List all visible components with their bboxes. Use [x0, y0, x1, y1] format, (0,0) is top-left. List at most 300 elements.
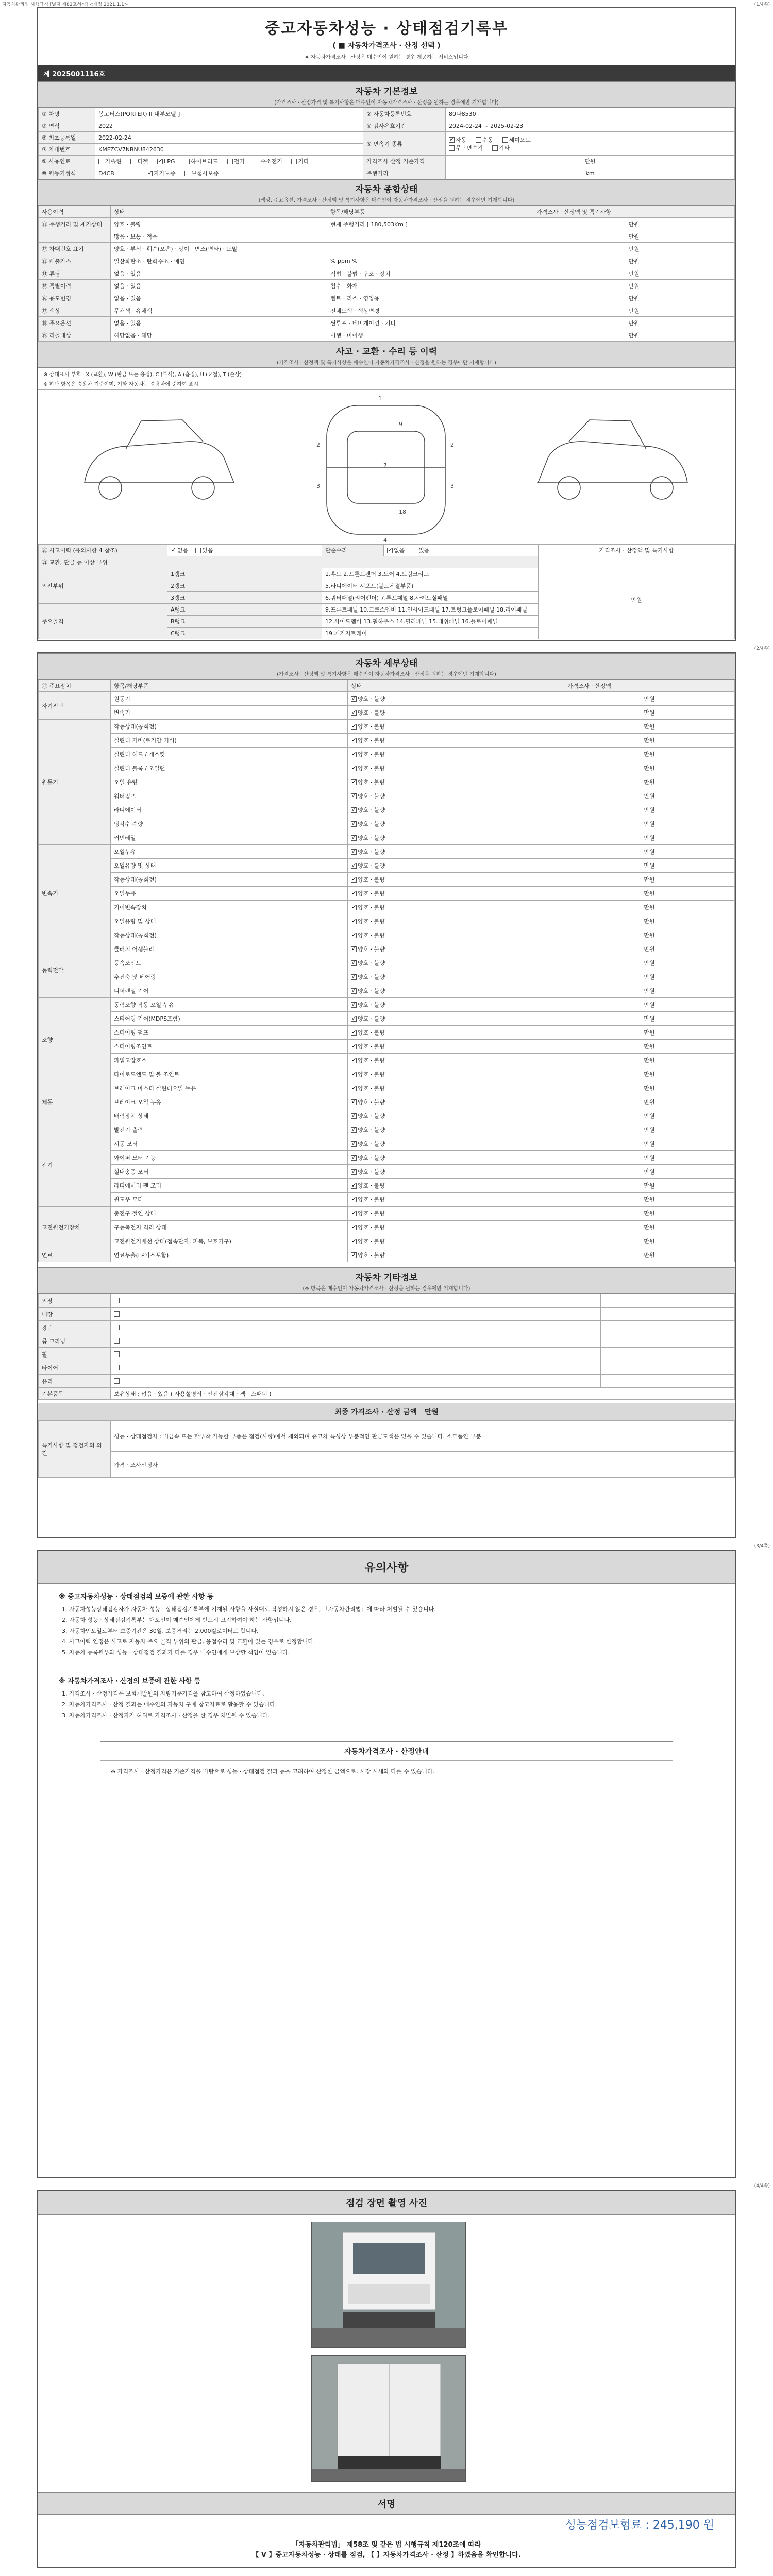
detail-item: 와이퍼 모터 기능	[111, 1151, 348, 1165]
detail-fee: 만원	[564, 1109, 735, 1123]
checkbox-good[interactable]	[351, 710, 357, 716]
summary-row	[39, 230, 735, 243]
checkbox-good[interactable]	[351, 1252, 357, 1258]
checkbox-good[interactable]	[351, 835, 357, 841]
svg-text:2: 2	[450, 442, 454, 448]
state-options-label: 양호 · 불량	[358, 946, 385, 953]
other-row	[39, 1348, 735, 1361]
other-row	[39, 1375, 735, 1388]
summary-cell-name	[39, 230, 111, 243]
detail-item: 파워고압호스	[111, 1054, 348, 1067]
summary-cell-detail: 썬루프 · 네비게이션 · 기타	[327, 317, 533, 329]
checkbox-insurer-warranty[interactable]	[184, 171, 190, 176]
summary-cell-state: 없음 · 있음	[111, 280, 327, 292]
detail-row	[39, 831, 735, 845]
summary-cell-name: ⑫ 차대번호 표기	[39, 243, 111, 255]
other-state	[111, 1348, 601, 1361]
detail-state	[348, 692, 564, 706]
summary-cell-state: 무채색 · 유채색	[111, 304, 327, 317]
state-options-label: 양호 · 불량	[358, 807, 385, 814]
notes-heading: 유의사항	[38, 1551, 735, 1584]
checkbox-good[interactable]	[351, 863, 357, 869]
detail-fee: 만원	[564, 1151, 735, 1165]
state-options-label: 양호 · 불량	[358, 709, 385, 716]
checkbox-electric[interactable]	[227, 159, 233, 164]
page-3	[37, 1550, 736, 2178]
checkbox-good[interactable]	[351, 1113, 357, 1119]
notes-section-2: ※ 자동차가격조사 · 산정의 보증에 관한 사항 등	[59, 1677, 201, 1685]
detail-row	[39, 692, 735, 706]
checkbox-good[interactable]	[351, 807, 357, 813]
detail-item: 시동 모터	[111, 1137, 348, 1151]
detail-fee: 만원	[564, 928, 735, 942]
summary-cell-detail: 적법 · 불법 · 구조 · 장치	[327, 267, 533, 280]
vehicle-diagram	[38, 389, 735, 544]
svg-text:18: 18	[399, 509, 406, 515]
checkbox-good[interactable]	[351, 1044, 357, 1049]
accident-heading: 사고 · 교환 · 수리 등 이력 (가격조사 · 산정액 및 특기사항은 매수인이 자동차가격조사 · 산정을 원하는 경우에만 기재합니다)	[38, 342, 735, 368]
summary-cell-detail: 현재 주행거리 [ 180,503Km ]	[327, 218, 533, 230]
detail-row	[39, 956, 735, 970]
detail-item: 등속조인트	[111, 956, 348, 970]
state-options-label: 양호 · 불량	[358, 1099, 385, 1106]
other-fee	[601, 1308, 735, 1321]
sign-line-2: 【 V 】중고자동차성능 · 상태를 점검, 【 】자동차가격조사 · 산정 】하였음을 확인합니다.	[252, 2551, 521, 2559]
state-options-label: 양호 · 불량	[358, 876, 385, 883]
detail-fee: 만원	[564, 1012, 735, 1026]
detail-fee: 만원	[564, 859, 735, 873]
detail-item: 워터펌프	[111, 789, 348, 803]
detail-row	[39, 775, 735, 789]
registration-number: 80다8530	[446, 108, 735, 120]
detail-row	[39, 859, 735, 873]
detail-fee: 만원	[564, 692, 735, 706]
detail-fee: 만원	[564, 1221, 735, 1234]
checkbox-no-accident[interactable]	[171, 548, 176, 553]
state-options-label: 양호 · 불량	[358, 974, 385, 980]
state-options-label: 양호 · 불량	[358, 696, 385, 702]
summary-cell-name: ⑮ 특별이력	[39, 280, 111, 292]
detail-fee: 만원	[564, 803, 735, 817]
detail-state	[348, 803, 564, 817]
checkbox-good[interactable]	[351, 1169, 357, 1175]
detail-row	[39, 1221, 735, 1234]
other-row	[39, 1334, 735, 1348]
detail-state	[348, 1123, 564, 1137]
document-number: 제 2025001116호	[38, 65, 735, 81]
detail-item: 오일 유량	[111, 775, 348, 789]
detail-state	[348, 970, 564, 984]
summary-cell-fee: 만원	[533, 267, 735, 280]
price-guide-box: 자동차가격조사 · 산정안내 ※ 가격조사 · 산정가격은 기준가격을 바탕으로 성능 · 상태점검 결과 등을 고려하여 산정한 금액으로, 시장 시세와 다를 수 있습니다.	[100, 1741, 673, 1783]
summary-cell-state: 양호 · 불량	[111, 218, 327, 230]
detail-fee: 만원	[564, 887, 735, 901]
other-table: 외장 내장 광택 룸 크리닝 휠 타이어 유리 기본품목 보유상태 : 없음 · 있음 ( 사용설명서 · 안전삼각대 · 잭 · 스패너 )	[38, 1294, 735, 1400]
checkbox-other-item[interactable]	[114, 1365, 120, 1370]
detail-item: 커먼레일	[111, 831, 348, 845]
other-item: 룸 크리닝	[39, 1334, 111, 1348]
summary-cell-fee: 만원	[533, 230, 735, 243]
detail-row	[39, 761, 735, 775]
checkbox-good[interactable]	[351, 919, 357, 924]
checkbox-good[interactable]	[351, 974, 357, 980]
checkbox-good[interactable]	[351, 821, 357, 827]
note-item: 2. 자동차가격조사 · 산정 결과는 매수인의 자동차 구매 참고자료로 활용할 수 있습니다.	[62, 1701, 277, 1708]
page-number: (1/4쪽)	[754, 2, 770, 7]
detail-table: ㉒ 주요장치 항목/해당부품 상태 가격조사 · 산정액 자기진단 원동기 ✓ 양호 · 불량 만원 변속기 ✓ 양호 · 불량 만원 원동기 작동상태(공회전) ✓ 양호 · 불량 만원 실린더 커버(로커암 커버) ✓ 양호 · 불량 만원 실린더 헤드 / 개스킷 ✓ 양호 · 불량 만원 실린더 블록 / 오일팬 ✓ 양호 · 불량 만원 오일 유량 ✓ 양호 · 불량 만원 워터펌프 ✓ 양호 · 불량 만원 라디에이터 ✓ 양호 · 불량 만원 냉각수 수량 ✓ 양호 · 불량 만원 커먼레일 ✓ 양호 · 불량 만원 변속기 오일누유 ✓ 양호 · 불량 만원 오일유량 및 상태 ✓ 양호 · 불량 만원 작동상태(공회전) ✓ 양호 · 불량 만원 오일누유 ✓ 양호 · 불량 만원 기어변속장치 ✓ 양호 · 불량 만원 오일유량 및 상태 ✓ 양호 · 불량 만원 작동상태(공회전) ✓ 양호 · 불량 만원 동력전달 클러치 어셈블리 ✓ 양호 · 불량 만원 등속조인트 ✓ 양호 · 불량 만원 추진축 및 베어링 ✓ 양호 · 불량 만원 디퍼렌셜 기어 ✓ 양호 · 불량 만원 조향 동력조향 작동 오일 누유 ✓ 양호 · 불량 만원 스티어링 기어(MDPS포함) ✓ 양호 · 불량 만원 스티어링 펌프 ✓ 양호 · 불량 만원 스티어링조인트 ✓ 양호 · 불량 만원 파워고압호스 ✓ 양호 · 불량 만원 타이로드엔드 및 볼 조인트 ✓ 양호 · 불량 만원 제동 브레이크 마스터 실린더오일 누유 ✓ 양호 · 불량 만원 브레이크 오일 누유 ✓ 양호 · 불량 만원 배력장치 상태 ✓ 양호 · 불량 만원 전기 발전기 출력 ✓ 양호 · 불량 만원 시동 모터 ✓ 양호 · 불량 만원 와이퍼 모터 기능 ✓ 양호 · 불량 만원 실내송풍 모터 ✓ 양호 · 불량 만원 라디에이터 팬 모터 ✓ 양호 · 불량 만원 윈도우 모터 ✓ 양호 · 불량 만원 고전원전기장치 충전구 절연 상태 ✓ 양호 · 불량 만원 구동축전지 격리 상태 ✓ 양호 · 불량 만원 고전원전기배선 상태(접속단자, 피복, 보호기구) ✓ 양호 · 불량 만원 연료 연료누출(LP가스포함) ✓ 양호 · 불량 만원	[38, 680, 735, 1262]
checkbox-other-item[interactable]	[114, 1311, 120, 1317]
detail-fee: 만원	[564, 914, 735, 928]
state-options-label: 양호 · 불량	[358, 1224, 385, 1231]
state-options-label: 양호 · 불량	[358, 918, 385, 925]
detail-group-name: 연료	[39, 1248, 111, 1262]
state-options-label: 양호 · 불량	[358, 737, 385, 744]
detail-item: 동력조향 작동 오일 누유	[111, 998, 348, 1012]
summary-row	[39, 292, 735, 304]
checkbox-good[interactable]	[351, 779, 357, 785]
checkbox-manual[interactable]	[476, 137, 481, 143]
state-options-label: 양호 · 불량	[358, 1002, 385, 1008]
state-options-label: 양호 · 불량	[358, 1127, 385, 1133]
checkbox-hybrid[interactable]	[184, 159, 190, 164]
checkbox-good[interactable]	[351, 933, 357, 938]
detail-item: 작동상태(공회전)	[111, 928, 348, 942]
other-item: 타이어	[39, 1361, 111, 1375]
checkbox-good[interactable]	[351, 988, 357, 994]
detail-fee: 만원	[564, 706, 735, 720]
detail-item: 작동상태(공회전)	[111, 873, 348, 887]
summary-cell-fee: 만원	[533, 304, 735, 317]
other-row	[39, 1308, 735, 1321]
state-options-label: 양호 · 불량	[358, 793, 385, 800]
checkbox-good[interactable]	[351, 1183, 357, 1189]
summary-cell-fee: 만원	[533, 317, 735, 329]
accident-legend: ※ 상태표시 부호 : X (교환), W (판금 또는 용접), C (부식), A (흠집), U (요철), T (손상)	[43, 372, 242, 378]
checkbox-good[interactable]	[351, 1058, 357, 1063]
checkbox-good[interactable]	[351, 738, 357, 743]
detail-item: 냉각수 수량	[111, 817, 348, 831]
state-options-label: 양호 · 불량	[358, 1043, 385, 1050]
summary-cell-detail	[327, 243, 533, 255]
detail-state	[348, 1179, 564, 1193]
notes-section-1: ※ 중고자동차성능 · 상태점검의 보증에 관한 사항 등	[59, 1593, 214, 1601]
svg-text:9: 9	[399, 421, 402, 428]
state-options-label: 양호 · 불량	[358, 849, 385, 855]
checkbox-good[interactable]	[351, 946, 357, 952]
detail-item: 디퍼렌셜 기어	[111, 984, 348, 998]
page-2-header: (2/4쪽)	[754, 646, 770, 651]
insurance-fee: 성능점검보험료 : 245,190 원	[565, 2519, 714, 2532]
detail-row	[39, 942, 735, 956]
checkbox-other-item[interactable]	[114, 1325, 120, 1330]
summary-heading: 자동차 종합상태 (색상, 주요옵션, 가격조사 · 산정액 및 특기사항은 매수인이 자동차가격조사 · 산정을 원하는 경우에만 기재합니다)	[38, 179, 735, 206]
detail-row	[39, 998, 735, 1012]
detail-group-name: 전기	[39, 1123, 111, 1207]
svg-text:3: 3	[450, 483, 454, 489]
detail-fee: 만원	[564, 775, 735, 789]
checkbox-self-warranty[interactable]	[147, 171, 153, 176]
detail-state	[348, 984, 564, 998]
checkbox-accident[interactable]	[195, 548, 201, 553]
note-item: 1. 자동차성능상태점검자가 자동차 성능 · 상태점검기록부에 기재된 사항을 사실대로 작성하지 않은 경우, 「자동차관리법」에 따라 처벌될 수 있습니다.	[62, 1606, 436, 1613]
checkbox-other-item[interactable]	[114, 1298, 120, 1303]
state-options-label: 양호 · 불량	[358, 1238, 385, 1245]
detail-fee: 만원	[564, 1165, 735, 1179]
note-item: 4. 사고이력 인정은 사고로 자동차 주요 골격 부위의 판금, 용접수리 및 교환이 있는 경우로 한정합니다.	[62, 1638, 315, 1645]
detail-fee: 만원	[564, 1026, 735, 1040]
summary-cell-state: 없음 · 있음	[111, 292, 327, 304]
detail-row	[39, 1026, 735, 1040]
detail-row	[39, 1123, 735, 1137]
summary-cell-state: 해당없음 · 해당	[111, 329, 327, 342]
page-4	[37, 2190, 736, 2568]
detail-fee: 만원	[564, 789, 735, 803]
checkbox-good[interactable]	[351, 1002, 357, 1008]
detail-state	[348, 1207, 564, 1221]
detail-fee: 만원	[564, 1207, 735, 1221]
svg-text:4: 4	[383, 537, 387, 544]
detail-fee: 만원	[564, 1193, 735, 1207]
summary-cell-detail	[327, 230, 533, 243]
checkbox-gasoline[interactable]	[98, 159, 104, 164]
detail-item: 윈도우 모터	[111, 1193, 348, 1207]
detail-item: 오일유량 및 상태	[111, 914, 348, 928]
detail-item: 실린더 블록 / 오일팬	[111, 761, 348, 775]
note-item: 2. 자동차 성능 · 상태점검기록부는 매도인이 매수인에게 반드시 고지하여야 하는 사항입니다.	[62, 1617, 292, 1623]
checkbox-other[interactable]	[492, 145, 498, 151]
summary-cell-state: 일산화탄소 · 탄화수소 · 매연	[111, 255, 327, 267]
detail-fee: 만원	[564, 1095, 735, 1109]
detail-row	[39, 1248, 735, 1262]
detail-fee: 만원	[564, 1234, 735, 1248]
detail-row	[39, 734, 735, 748]
detail-state	[348, 761, 564, 775]
checkbox-good[interactable]	[351, 905, 357, 910]
detail-heading: 자동차 세부상태 (가격조사 · 산정액 및 특기사항은 매수인이 자동차가격조사 · 산정을 원하는 경우에만 기재합니다)	[38, 653, 735, 680]
checkbox-semi[interactable]	[502, 137, 508, 143]
checkbox-fuel-other[interactable]	[291, 159, 297, 164]
checkbox-good[interactable]	[351, 1141, 357, 1147]
detail-state	[348, 1248, 564, 1262]
detail-fee: 만원	[564, 845, 735, 859]
detail-state	[348, 1221, 564, 1234]
car-outline-diagram	[38, 390, 735, 545]
detail-state	[348, 942, 564, 956]
detail-item: 고전원전기배선 상태(접속단자, 피복, 보호기구)	[111, 1234, 348, 1248]
detail-fee: 만원	[564, 1081, 735, 1095]
detail-row	[39, 1137, 735, 1151]
checkbox-good[interactable]	[351, 696, 357, 702]
checkbox-other-item[interactable]	[114, 1378, 120, 1384]
checkbox-good[interactable]	[351, 1127, 357, 1133]
checkbox-good[interactable]	[351, 1072, 357, 1077]
detail-item: 라디에이터	[111, 803, 348, 817]
detail-item: 클러치 어셈블리	[111, 942, 348, 956]
checkbox-good[interactable]	[351, 766, 357, 771]
base-price: 만원	[446, 156, 735, 167]
checkbox-good[interactable]	[351, 1239, 357, 1244]
transmission-options: ✓자동 수동 세미오토 무단변속기 기타	[446, 132, 735, 156]
checkbox-repair[interactable]	[412, 548, 417, 553]
checkbox-good[interactable]	[351, 849, 357, 855]
summary-cell-state: 없음 · 있음	[111, 317, 327, 329]
fuel-options: 가솔린 디젤 ✓ LPG 하이브리드 전기 수소전기 기타	[95, 156, 363, 167]
checkbox-good[interactable]	[351, 960, 357, 966]
detail-row	[39, 1165, 735, 1179]
detail-item: 기어변속장치	[111, 901, 348, 914]
detail-group-name: 고전원전기장치	[39, 1207, 111, 1248]
summary-cell-fee: 만원	[533, 243, 735, 255]
detail-state	[348, 1151, 564, 1165]
state-options-label: 양호 · 불량	[358, 723, 385, 730]
other-row	[39, 1361, 735, 1375]
state-options-label: 양호 · 불량	[358, 890, 385, 897]
checkbox-good[interactable]	[351, 752, 357, 757]
checkbox-hydrogen[interactable]	[254, 159, 259, 164]
detail-row	[39, 1040, 735, 1054]
detail-state	[348, 748, 564, 761]
detail-state	[348, 1137, 564, 1151]
note-item: 3. 자동차가격조사 · 산정자가 허위로 가격조사 · 산정을 한 경우 처벌될 수 있습니다.	[62, 1712, 270, 1719]
detail-item: 실린더 커버(로커암 커버)	[111, 734, 348, 748]
detail-item: 추진축 및 베어링	[111, 970, 348, 984]
other-state	[111, 1375, 601, 1388]
detail-fee: 만원	[564, 831, 735, 845]
detail-row	[39, 789, 735, 803]
checkbox-other-item[interactable]	[114, 1338, 120, 1344]
sign-line-1: 「자동차관리법」 제58조 및 같은 법 시행규칙 제120조에 따라	[292, 2541, 481, 2549]
detail-state	[348, 720, 564, 734]
other-item: 내장	[39, 1308, 111, 1321]
detail-fee: 만원	[564, 984, 735, 998]
checkbox-auto[interactable]	[449, 137, 455, 143]
summary-row	[39, 243, 735, 255]
page-header	[0, 0, 773, 7]
checkbox-good[interactable]	[351, 1099, 357, 1105]
detail-row	[39, 1081, 735, 1095]
document-subtitle: ( ■ 자동차가격조사 · 산정 선택 )	[332, 42, 441, 50]
detail-row	[39, 873, 735, 887]
state-options-label: 양호 · 불량	[358, 751, 385, 758]
checkbox-good[interactable]	[351, 1197, 357, 1202]
detail-row	[39, 1095, 735, 1109]
detail-state	[348, 859, 564, 873]
detail-state	[348, 775, 564, 789]
detail-fee: 만원	[564, 748, 735, 761]
summary-row	[39, 218, 735, 230]
summary-cell-detail: 전체도색 · 색상변경	[327, 304, 533, 317]
checkbox-good[interactable]	[351, 1016, 357, 1022]
detail-state	[348, 817, 564, 831]
detail-item: 오일누유	[111, 845, 348, 859]
state-options-label: 양호 · 불량	[358, 1029, 385, 1036]
checkbox-good[interactable]	[351, 1225, 357, 1230]
other-row	[39, 1321, 735, 1334]
detail-state	[348, 789, 564, 803]
other-fee	[601, 1321, 735, 1334]
detail-row	[39, 928, 735, 942]
detail-state	[348, 706, 564, 720]
detail-item: 실린더 헤드 / 개스킷	[111, 748, 348, 761]
vin: KMFZCV7NBNU842630	[95, 144, 363, 156]
summary-cell-fee: 만원	[533, 255, 735, 267]
checkbox-good[interactable]	[351, 793, 357, 799]
detail-group-name: 동력전달	[39, 942, 111, 998]
detail-state	[348, 1081, 564, 1095]
state-options-label: 양호 · 불량	[358, 862, 385, 869]
document-note: ※ 자동차가격조사 · 산정은 매수인이 원하는 경우 제공하는 서비스입니다	[305, 55, 468, 60]
checkbox-good[interactable]	[351, 1030, 357, 1036]
detail-row	[39, 1067, 735, 1081]
detail-row	[39, 914, 735, 928]
checkbox-good[interactable]	[351, 891, 357, 896]
detail-fee: 만원	[564, 970, 735, 984]
checkbox-good[interactable]	[351, 1086, 357, 1091]
car-name: 봉고터스(PORTER) II 내부모델 ]	[95, 108, 363, 120]
checkbox-good[interactable]	[351, 1155, 357, 1161]
detail-row	[39, 1054, 735, 1067]
checkbox-good[interactable]	[351, 877, 357, 883]
state-options-label: 양호 · 불량	[358, 960, 385, 967]
state-options-label: 양호 · 불량	[358, 1071, 385, 1078]
state-options-label: 양호 · 불량	[358, 1085, 385, 1092]
detail-fee: 만원	[564, 956, 735, 970]
model-year: 2022	[95, 120, 363, 132]
detail-row	[39, 1151, 735, 1165]
svg-text:1: 1	[378, 395, 382, 402]
detail-item: 구동축전지 격리 상태	[111, 1221, 348, 1234]
detail-group-name: 제동	[39, 1081, 111, 1123]
state-options-label: 양호 · 불량	[358, 1196, 385, 1203]
detail-state	[348, 1054, 564, 1067]
detail-fee: 만원	[564, 1040, 735, 1054]
summary-cell-detail: 침수 · 화재	[327, 280, 533, 292]
checkbox-diesel[interactable]	[130, 159, 136, 164]
detail-row	[39, 1179, 735, 1193]
state-options-label: 양호 · 불량	[358, 1210, 385, 1217]
checkbox-no-repair[interactable]	[387, 548, 393, 553]
detail-row	[39, 803, 735, 817]
summary-cell-name: ⑰ 색상	[39, 304, 111, 317]
checkbox-lpg[interactable]	[157, 159, 163, 164]
summary-row	[39, 329, 735, 342]
detail-fee: 만원	[564, 761, 735, 775]
checkbox-other-item[interactable]	[114, 1351, 120, 1357]
detail-item: 충전구 절연 상태	[111, 1207, 348, 1221]
summary-cell-name: ⑬ 배출가스	[39, 255, 111, 267]
photos-heading: 점검 장면 촬영 사진	[38, 2191, 735, 2215]
detail-state	[348, 1026, 564, 1040]
state-options-label: 양호 · 불량	[358, 1168, 385, 1175]
summary-cell-detail: 이행 · 미이행	[327, 329, 533, 342]
summary-row	[39, 255, 735, 267]
detail-item: 배력장치 상태	[111, 1109, 348, 1123]
detail-row	[39, 1109, 735, 1123]
other-state	[111, 1321, 601, 1334]
checkbox-cvt[interactable]	[449, 145, 455, 151]
note-item: 5. 자동차 등록원부와 성능 · 상태점검 결과가 다를 경우 매수인에게 보상할 책임이 있습니다.	[62, 1649, 290, 1656]
detail-state	[348, 1012, 564, 1026]
detail-state	[348, 734, 564, 748]
summary-cell-state: 없음 · 있음	[111, 267, 327, 280]
checkbox-good[interactable]	[351, 724, 357, 730]
first-registration-date: 2022-02-24	[95, 132, 363, 144]
detail-state	[348, 914, 564, 928]
checkbox-good[interactable]	[351, 1211, 357, 1216]
detail-fee: 만원	[564, 1067, 735, 1081]
inspection-photo-front	[311, 2222, 466, 2348]
detail-state	[348, 831, 564, 845]
